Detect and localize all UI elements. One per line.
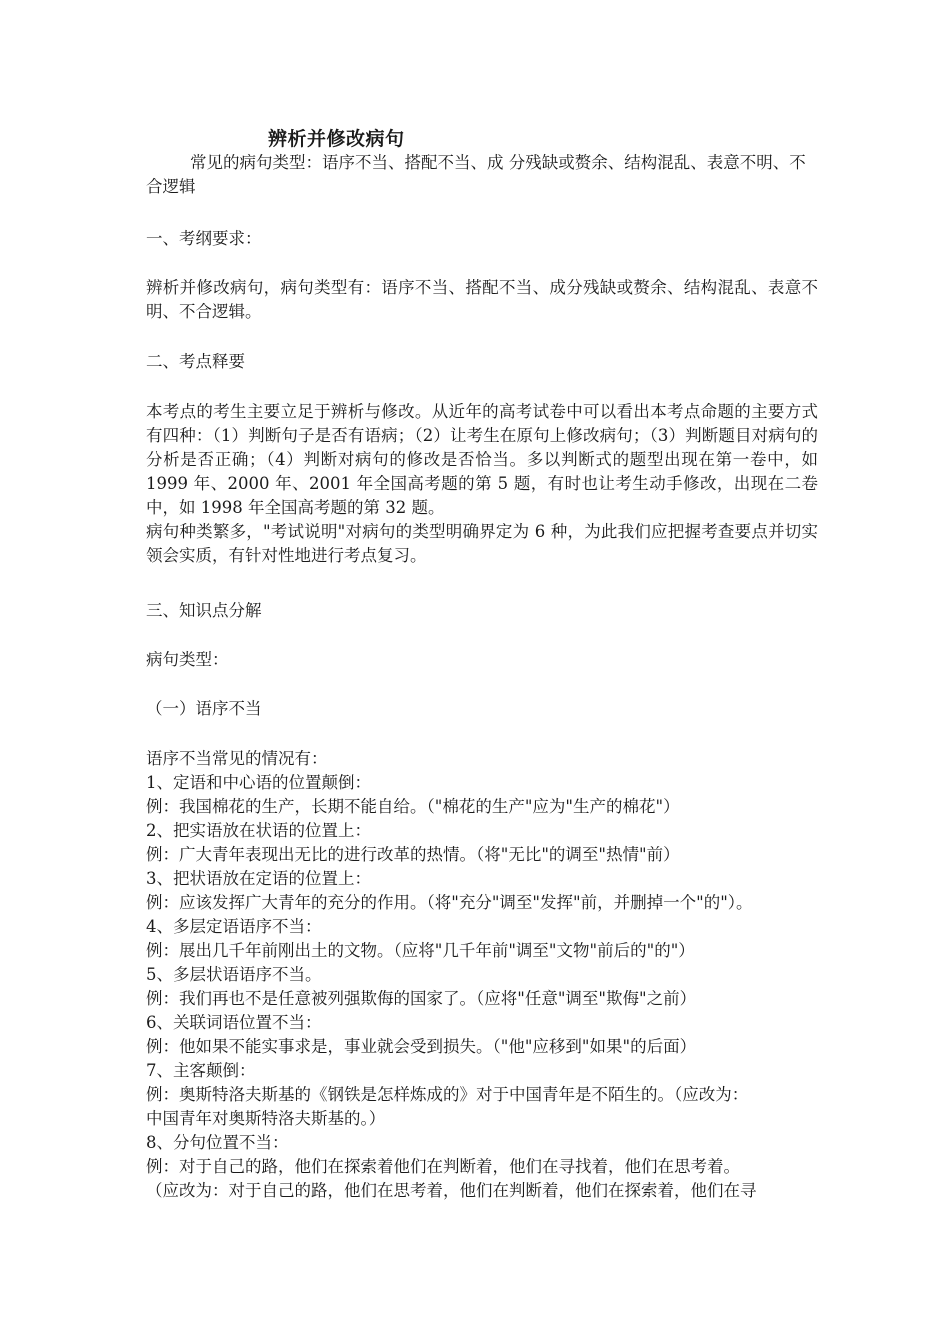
- list-line: 例：我国棉花的生产，长期不能自给。（"棉花的生产"应为"生产的棉花"）: [146, 797, 680, 816]
- list-line: 4、多层定语语序不当：: [146, 917, 322, 936]
- list-line: 5、多层状语语序不当。: [146, 965, 322, 984]
- section-3-heading: 三、知识点分解: [146, 601, 262, 620]
- section-2-paragraph-2: 病句种类繁多，"考试说明"对病句的类型明确界定为 6 种，为此我们应把握考查要点并切实领会实质，有针对性地进行考点复习。: [146, 522, 818, 565]
- list-line: 例：奥斯特洛夫斯基的《钢铁是怎样炼成的》对于中国青年是不陌生的。（应改为：: [146, 1085, 749, 1104]
- list-line: 语序不当常见的情况有：: [146, 749, 328, 768]
- list-line: 中国青年对奥斯特洛夫斯基的。）: [146, 1109, 386, 1128]
- list-line: 8、分句位置不当：: [146, 1133, 289, 1152]
- list-line: 1、定语和中心语的位置颠倒：: [146, 773, 371, 792]
- list-line: 例：对于自己的路，他们在探索着他们在判断着，他们在寻找着，他们在思考着。: [146, 1157, 740, 1176]
- list-line: 7、主客颠倒：: [146, 1061, 256, 1080]
- intro-paragraph: 常见的病句类型：语序不当、搭配不当、成 分残缺或赘余、结构混乱、表意不明、不合逻辑: [146, 153, 806, 196]
- list-line: 例：应该发挥广大青年的充分的作用。（将"充分"调至"发挥"前，并删掉一个"的"）。: [146, 893, 753, 912]
- list-line: 例：展出几千年前刚出土的文物。（应将"几千年前"调至"文物"前后的"的"）: [146, 941, 695, 960]
- list-line: 6、关联词语位置不当：: [146, 1013, 322, 1032]
- word-order-list: [146, 747, 818, 1203]
- list-line: 例：他如果不能实事求是，事业就会受到损失。（"他"应移到"如果"的后面）: [146, 1037, 697, 1056]
- types-label: 病句类型：: [146, 650, 229, 669]
- section-1-body: 辨析并修改病句，病句类型有：语序不当、搭配不当、成分残缺或赘余、结构混乱、表意不明、不合逻辑。: [146, 278, 818, 321]
- section-2-heading: 二、考点释要: [146, 352, 245, 371]
- subsection-1-heading: （一）语序不当: [146, 699, 262, 718]
- list-line: 3、把状语放在定语的位置上：: [146, 869, 371, 888]
- list-line: （应改为：对于自己的路，他们在思考着，他们在判断着，他们在探索着，他们在寻: [146, 1181, 757, 1200]
- list-line: 2、把实语放在状语的位置上：: [146, 821, 371, 840]
- section-1-heading: 一、考纲要求：: [146, 229, 262, 248]
- section-2-paragraph-1: 本考点的考生主要立足于辨析与修改。从近年的高考试卷中可以看出本考点命题的主要方式有四种：（1）判断句子是否有语病；（2）让考生在原句上修改病句；（3）判断题目对病句的分析是否正确；（4）判断对病句的修改是否恰当。多以判断式的题型出现在第一卷中，如 1999 年、2000 年、2001 年全国高考题的第 5 题，有时也让考生动手修改，出现在二卷中，如 1998 年全国高考题的第 32 题。: [146, 402, 818, 517]
- page-title: 辨析并修改病句: [268, 128, 405, 150]
- section-2-body: [146, 400, 818, 568]
- list-line: 例：我们再也不是任意被列强欺侮的国家了。（应将"任意"调至"欺侮"之前）: [146, 989, 697, 1008]
- list-line: 例：广大青年表现出无比的进行改革的热情。（将"无比"的调至"热情"前）: [146, 845, 680, 864]
